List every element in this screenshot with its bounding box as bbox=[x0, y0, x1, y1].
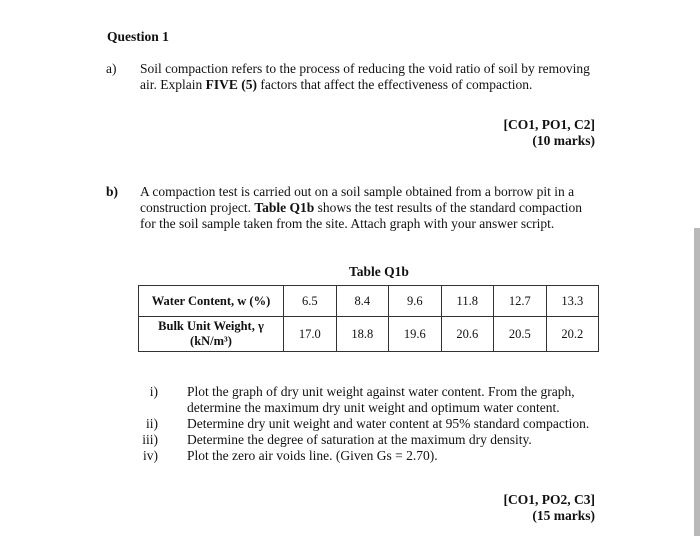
table-cell: 19.6 bbox=[389, 317, 442, 352]
question-title: Question 1 bbox=[107, 29, 169, 44]
part-b-text bbox=[140, 184, 600, 232]
part-b-text-prefix: A compaction test is carried out on a soil sample obtained from a borrow pit in a construction project. bbox=[140, 184, 575, 215]
table-cell: 8.4 bbox=[336, 286, 389, 317]
table-cell: 18.8 bbox=[336, 317, 389, 352]
part-b-co-ref: [CO1, PO2, C3] bbox=[503, 492, 595, 507]
bulk-unit-weight-header-line1: Bulk Unit Weight, γ bbox=[158, 319, 264, 333]
sub-item-number: i) bbox=[149, 384, 158, 399]
table-cell: 6.5 bbox=[284, 286, 337, 317]
sub-item-text: Determine dry unit weight and water content at 95% standard compaction. bbox=[187, 416, 590, 431]
part-a-text-prefix: Soil compaction refers to the process of reducing the void ratio of soil by removing air. Explain bbox=[140, 61, 590, 92]
part-a-label: a) bbox=[106, 61, 117, 76]
table-cell: 13.3 bbox=[546, 286, 599, 317]
sub-item-number: iv) bbox=[143, 448, 158, 463]
table-row bbox=[139, 286, 599, 317]
part-b-label: b) bbox=[106, 184, 119, 199]
table-cell: 20.5 bbox=[494, 317, 547, 352]
part-a-text bbox=[140, 61, 600, 93]
sub-item-number: iii) bbox=[142, 432, 158, 447]
compaction-table bbox=[138, 285, 599, 352]
table-cell: 9.6 bbox=[389, 286, 442, 317]
part-b-marks: (15 marks) bbox=[532, 508, 595, 523]
table-cell: 17.0 bbox=[284, 317, 337, 352]
sub-item-text: Plot the graph of dry unit weight against water content. From the graph, determine the maximum dry unit weight and optimum water content. bbox=[187, 384, 575, 415]
part-a-co-ref: [CO1, PO1, C2] bbox=[503, 117, 595, 132]
part-b-text-suffix: shows the test results of the standard compaction for the soil sample taken from the site. Attach graph with your answer script. bbox=[140, 200, 582, 231]
table-caption: Table Q1b bbox=[349, 264, 409, 279]
scrollbar-edge bbox=[694, 228, 700, 536]
part-a-text-bold: FIVE (5) bbox=[205, 77, 257, 92]
table-cell: 11.8 bbox=[441, 286, 494, 317]
table-cell: 20.2 bbox=[546, 317, 599, 352]
sub-item-text: Plot the zero air voids line. (Given Gs = 2.70). bbox=[187, 448, 438, 463]
part-b-text-bold: Table Q1b bbox=[254, 200, 315, 215]
water-content-header: Water Content, w (%) bbox=[139, 286, 284, 317]
sub-item-text: Determine the degree of saturation at the maximum dry density. bbox=[187, 432, 532, 447]
table-cell: 20.6 bbox=[441, 317, 494, 352]
bulk-unit-weight-header bbox=[139, 317, 284, 352]
sub-item-number: ii) bbox=[146, 416, 158, 431]
table-row bbox=[139, 317, 599, 352]
table-cell: 12.7 bbox=[494, 286, 547, 317]
part-a-text-suffix: factors that affect the effectiveness of compaction. bbox=[256, 77, 533, 92]
part-a-marks: (10 marks) bbox=[532, 133, 595, 148]
bulk-unit-weight-header-line2: (kN/m³) bbox=[190, 334, 232, 348]
